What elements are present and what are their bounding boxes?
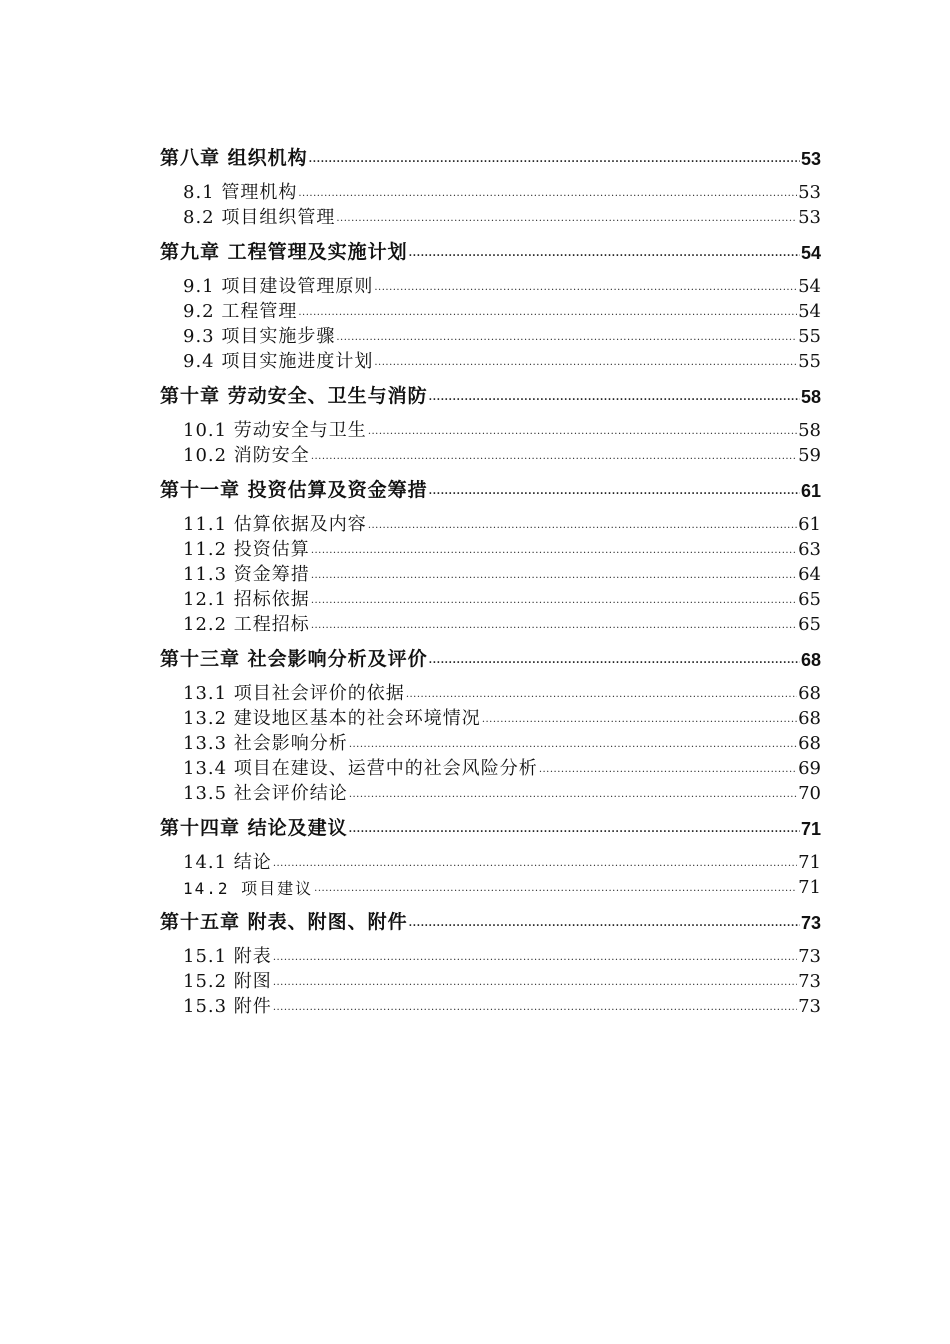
toc-page-number: 73 bbox=[800, 913, 821, 933]
toc-entry-title: 8.2 项目组织管理 bbox=[183, 207, 336, 228]
toc-entry-title: 第十章 劳动安全、卫生与消防 bbox=[160, 385, 428, 407]
toc-page-number: 54 bbox=[798, 276, 821, 297]
toc-section-10-2[interactable] bbox=[183, 447, 821, 465]
toc-section-15-2[interactable] bbox=[183, 973, 821, 991]
toc-page-number: 71 bbox=[798, 877, 821, 898]
toc-page-number: 64 bbox=[798, 564, 821, 585]
toc-section-14-1[interactable] bbox=[183, 854, 821, 872]
dot-leader bbox=[298, 308, 797, 318]
toc-entry-title: 13.4 项目在建设、运营中的社会风险分析 bbox=[183, 758, 538, 779]
dot-leader bbox=[273, 1003, 797, 1013]
dot-leader bbox=[349, 790, 797, 800]
toc-page-number: 59 bbox=[798, 445, 821, 466]
toc-entry-title: 第九章 工程管理及实施计划 bbox=[160, 241, 408, 263]
toc-section-9-2[interactable] bbox=[183, 303, 821, 321]
toc-section-9-4[interactable] bbox=[183, 353, 821, 371]
dot-leader bbox=[374, 358, 797, 368]
dot-leader bbox=[368, 521, 797, 531]
dot-leader bbox=[336, 214, 797, 224]
toc-chapter-10[interactable] bbox=[160, 387, 821, 406]
toc-entry-title: 9.1 项目建设管理原则 bbox=[183, 276, 374, 297]
toc-entry-title: 第八章 组织机构 bbox=[160, 147, 308, 169]
toc-section-14-2[interactable] bbox=[183, 879, 821, 897]
toc-page-number: 55 bbox=[798, 351, 821, 372]
toc-entry-title: 第十五章 附表、附图、附件 bbox=[160, 911, 408, 933]
toc-section-9-1[interactable] bbox=[183, 278, 821, 296]
dot-leader bbox=[429, 656, 800, 666]
toc-page-number: 53 bbox=[798, 182, 821, 203]
dot-leader bbox=[311, 621, 797, 631]
toc-entry-title: 15.2 附图 bbox=[183, 971, 272, 992]
toc-chapter-11[interactable] bbox=[160, 481, 821, 500]
toc-chapter-13[interactable] bbox=[160, 650, 821, 669]
toc-entry-title: 11.3 资金筹措 bbox=[183, 564, 310, 585]
toc-entry-title: 8.1 管理机构 bbox=[183, 182, 298, 203]
toc-section-8-2[interactable] bbox=[183, 209, 821, 227]
toc-page-number: 61 bbox=[800, 481, 821, 501]
toc-page-number: 65 bbox=[798, 614, 821, 635]
toc-page-number: 65 bbox=[798, 589, 821, 610]
toc-entry-title: 第十一章 投资估算及资金筹措 bbox=[160, 479, 428, 501]
dot-leader bbox=[482, 715, 797, 725]
toc-section-13-3[interactable] bbox=[183, 735, 821, 753]
toc-entry-title: 15.1 附表 bbox=[183, 946, 272, 967]
toc-section-15-3[interactable] bbox=[183, 998, 821, 1016]
toc-section-12-2[interactable] bbox=[183, 616, 821, 634]
toc-section-15-1[interactable] bbox=[183, 948, 821, 966]
toc-page-number: 53 bbox=[798, 207, 821, 228]
toc-page-number: 73 bbox=[798, 971, 821, 992]
toc-entry-title: 13.5 社会评价结论 bbox=[183, 783, 348, 804]
toc-page-number: 73 bbox=[798, 996, 821, 1017]
toc-entry-title: 12.1 招标依据 bbox=[183, 589, 310, 610]
dot-leader bbox=[429, 487, 800, 497]
dot-leader bbox=[311, 546, 797, 556]
dot-leader bbox=[368, 427, 797, 437]
toc-entry-title: 第十三章 社会影响分析及评价 bbox=[160, 648, 428, 670]
toc-section-13-4[interactable] bbox=[183, 760, 821, 778]
toc-section-10-1[interactable] bbox=[183, 422, 821, 440]
toc-section-8-1[interactable] bbox=[183, 184, 821, 202]
dot-leader bbox=[273, 978, 797, 988]
toc-entry-title: 第十四章 结论及建议 bbox=[160, 817, 348, 839]
toc-section-11-1[interactable] bbox=[183, 516, 821, 534]
dot-leader bbox=[409, 919, 800, 929]
toc-chapter-14[interactable] bbox=[160, 819, 821, 838]
toc-section-13-5[interactable] bbox=[183, 785, 821, 803]
toc-entry-title: 14.1 结论 bbox=[183, 852, 272, 873]
toc-entry-title: 14.2 项目建议 bbox=[183, 879, 314, 898]
toc-entry-title: 13.1 项目社会评价的依据 bbox=[183, 683, 405, 704]
toc-section-11-3[interactable] bbox=[183, 566, 821, 584]
toc-page-number: 58 bbox=[798, 420, 821, 441]
toc-section-13-1[interactable] bbox=[183, 685, 821, 703]
toc-entry-title: 9.3 项目实施步骤 bbox=[183, 326, 336, 347]
toc-page-number: 53 bbox=[800, 149, 821, 169]
toc-page-number: 70 bbox=[798, 783, 821, 804]
toc-entry-title: 13.3 社会影响分析 bbox=[183, 733, 348, 754]
toc-entry-title: 13.2 建设地区基本的社会环境情况 bbox=[183, 708, 481, 729]
toc-entry-title: 10.1 劳动安全与卫生 bbox=[183, 420, 367, 441]
toc-page-number: 58 bbox=[800, 387, 821, 407]
toc-page-number: 55 bbox=[798, 326, 821, 347]
toc-section-13-2[interactable] bbox=[183, 710, 821, 728]
toc-entry-title: 11.1 估算依据及内容 bbox=[183, 514, 367, 535]
toc-entry-title: 15.3 附件 bbox=[183, 996, 272, 1017]
dot-leader bbox=[314, 884, 797, 894]
toc-page-number: 68 bbox=[798, 708, 821, 729]
dot-leader bbox=[311, 571, 797, 581]
toc-page-number: 63 bbox=[798, 539, 821, 560]
toc-page-number: 61 bbox=[798, 514, 821, 535]
dot-leader bbox=[273, 953, 797, 963]
dot-leader bbox=[309, 155, 800, 165]
toc-page-number: 71 bbox=[798, 852, 821, 873]
dot-leader bbox=[298, 189, 797, 199]
dot-leader bbox=[311, 596, 797, 606]
dot-leader bbox=[311, 452, 797, 462]
toc-chapter-8[interactable] bbox=[160, 149, 821, 168]
dot-leader bbox=[406, 690, 797, 700]
toc-chapter-15[interactable] bbox=[160, 913, 821, 932]
toc-entry-title: 11.2 投资估算 bbox=[183, 539, 310, 560]
dot-leader bbox=[273, 859, 797, 869]
dot-leader bbox=[409, 249, 800, 259]
toc-page-number: 73 bbox=[798, 946, 821, 967]
toc-page-number: 69 bbox=[798, 758, 821, 779]
dot-leader bbox=[336, 333, 797, 343]
toc-entry-title: 10.2 消防安全 bbox=[183, 445, 310, 466]
toc-page-number: 68 bbox=[798, 733, 821, 754]
dot-leader bbox=[349, 740, 797, 750]
dot-leader bbox=[539, 765, 797, 775]
toc-section-12-1[interactable] bbox=[183, 591, 821, 609]
toc-section-11-2[interactable] bbox=[183, 541, 821, 559]
toc-entry-title: 9.4 项目实施进度计划 bbox=[183, 351, 374, 372]
toc-page-number: 54 bbox=[800, 243, 821, 263]
toc-entry-title: 12.2 工程招标 bbox=[183, 614, 310, 635]
dot-leader bbox=[429, 393, 800, 403]
toc-section-9-3[interactable] bbox=[183, 328, 821, 346]
toc-page-number: 54 bbox=[798, 301, 821, 322]
toc-entry-title: 9.2 工程管理 bbox=[183, 301, 298, 322]
toc-page-number: 68 bbox=[798, 683, 821, 704]
toc-page-number: 71 bbox=[800, 819, 821, 839]
toc-page-number: 68 bbox=[800, 650, 821, 670]
dot-leader bbox=[349, 825, 800, 835]
toc-chapter-9[interactable] bbox=[160, 243, 821, 262]
dot-leader bbox=[374, 283, 797, 293]
